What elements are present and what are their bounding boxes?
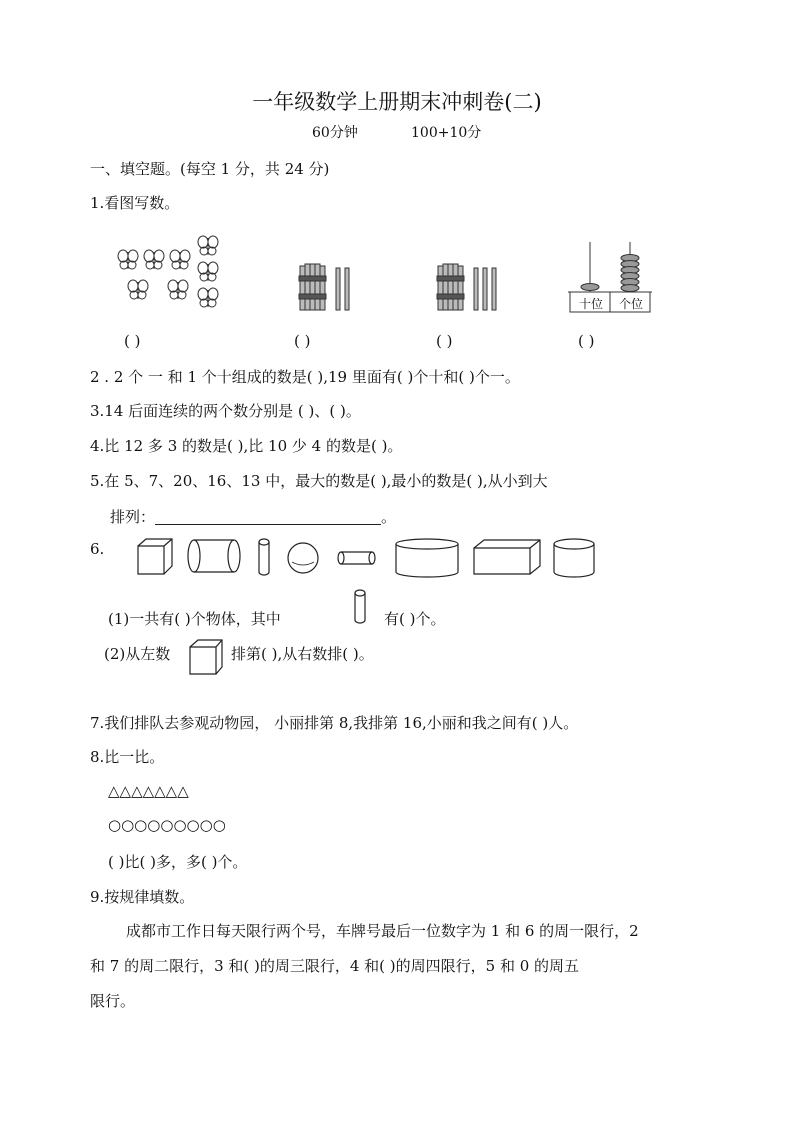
question-9-paragraph-line-3: 限行。 — [90, 992, 136, 1010]
question-6-label: 6. — [90, 540, 105, 558]
answer-blank-3[interactable]: ( ) — [436, 332, 453, 350]
sphere-shape — [288, 543, 318, 573]
section-heading: 一、填空题。(每空 1 分，共 24 分) — [90, 160, 330, 178]
order-label: 排列： — [110, 508, 156, 526]
abacus-ones-label: 个位 — [618, 297, 643, 311]
answer-blank-4[interactable]: ( ) — [578, 332, 595, 350]
medium-cylinder-shape — [554, 539, 594, 577]
question-5-line-1: 5.在 5、7、20、16、13 中，最大的数是( ),最小的数是( ),从小到大 — [90, 472, 548, 490]
order-period: 。 — [381, 508, 397, 526]
cuboid-shape — [474, 540, 540, 574]
question-8-compare: ( )比( )多，多( )个。 — [108, 853, 248, 871]
question-7: 7.我们排队去参观动物园， 小丽排第 8,我排第 16,小丽和我之间有( )人。 — [90, 714, 579, 732]
triangles-row: △△△△△△△ — [108, 782, 189, 800]
butterflies-picture — [116, 234, 226, 310]
order-answer-line[interactable] — [155, 510, 381, 525]
question-3: 3.14 后面连续的两个数分别是 ( )、( )。 — [90, 402, 361, 420]
question-6-part-2-position: 排第( ),从右数排( )。 — [231, 645, 374, 663]
circles-row: ○○○○○○○○○ — [108, 816, 226, 834]
answer-blank-1[interactable]: ( ) — [124, 332, 141, 350]
question-9-label: 9.按规律填数。 — [90, 888, 195, 906]
question-9-paragraph-line-1: 成都市工作日每天限行两个号，车牌号最后一位数字为 1 和 6 的周一限行，2 — [126, 922, 639, 940]
question-5-line-2 — [110, 506, 396, 527]
wide-cylinder-shape — [396, 539, 458, 577]
answer-blank-2[interactable]: ( ) — [294, 332, 311, 350]
sticks-bundle-picture-2 — [436, 262, 504, 312]
question-6-part-1-text: (1)一共有( )个物体，其中 — [108, 610, 281, 628]
solid-shapes-row — [134, 536, 600, 578]
thin-cylinder-shape — [259, 539, 269, 575]
question-4: 4.比 12 多 3 的数是( ),比 10 少 4 的数是( )。 — [90, 437, 403, 455]
question-6-part-1-count: 有( )个。 — [384, 610, 446, 628]
cube-inline-icon — [188, 638, 224, 676]
page-title: 一年级数学上册期末冲刺卷(二) — [252, 90, 542, 114]
question-6-part-2-text: (2)从左数 — [104, 645, 171, 663]
question-2: 2 . 2 个 一 和 1 个十组成的数是( ),19 里面有( )个十和( )个一。 — [90, 368, 520, 386]
question-1-label: 1.看图写数。 — [90, 194, 180, 212]
exam-time: 60分钟 — [312, 125, 358, 141]
question-8-label: 8.比一比。 — [90, 748, 165, 766]
cube-shape — [138, 539, 172, 574]
abacus-tens-label: 十位 — [578, 297, 603, 311]
small-cylinder-shape — [338, 552, 375, 564]
question-9-paragraph-line-2: 和 7 的周二限行，3 和( )的周三限行，4 和( )的周四限行，5 和 0 的周五 — [90, 957, 580, 975]
sticks-bundle-picture-1 — [298, 262, 360, 312]
exam-score: 100+10分 — [411, 125, 482, 141]
cylinder-horizontal-shape — [188, 540, 240, 572]
thin-cylinder-inline-icon — [352, 588, 368, 624]
